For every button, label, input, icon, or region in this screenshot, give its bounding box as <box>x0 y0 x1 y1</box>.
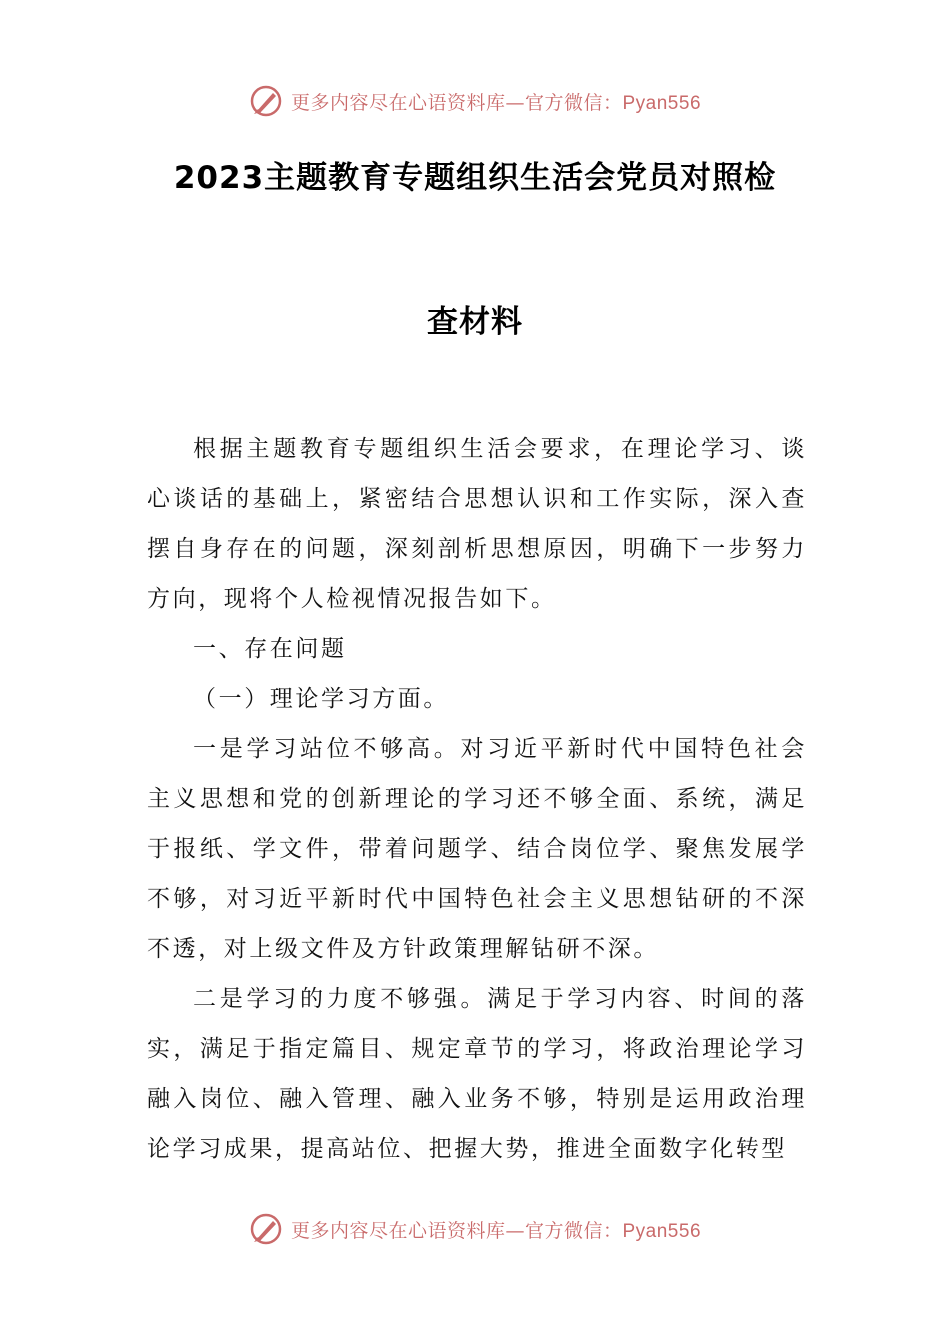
watermark-banner-bottom <box>0 1212 950 1246</box>
watermark-text: 更多内容尽在心语资料库—官方微信：Pyan556 <box>290 91 702 114</box>
watermark-banner-top <box>0 84 950 118</box>
document-body <box>147 424 807 1174</box>
page-title-line-1: 2023主题教育专题组织生活会党员对照检 <box>173 160 777 196</box>
subsection-heading: （一）理论学习方面。 <box>193 686 449 712</box>
pen-logo-icon <box>249 1212 283 1246</box>
watermark-text: 更多内容尽在心语资料库—官方微信：Pyan556 <box>290 1219 702 1242</box>
section-heading: 一、存在问题 <box>193 636 347 662</box>
paragraph-point-1: 一是学习站位不够高。对习近平新时代中国特色社会主义思想和党的创新理论的学习还不够全面、系统，满足于报纸、学文件，带着问题学、结合岗位学、聚焦发展学不够，对习近平新时代中国特色社会主义思想钻研的不深不透，对上级文件及方针政策理解钻研不深。 <box>147 736 807 962</box>
paragraph-intro: 根据主题教育专题组织生活会要求，在理论学习、谈心谈话的基础上，紧密结合思想认识和工作实际，深入查摆自身存在的问题，深刻剖析思想原因，明确下一步努力方向，现将个人检视情况报告如下。 <box>147 436 807 612</box>
pen-logo-icon <box>249 84 283 118</box>
paragraph-point-2: 二是学习的力度不够强。满足于学习内容、时间的落实，满足于指定篇目、规定章节的学习，将政治理论学习融入岗位、融入管理、融入业务不够，特别是运用政治理论学习成果，提高站位、把握大势，推进全面数字化转型 <box>147 986 807 1162</box>
page-title-line-2: 查材料 <box>427 304 523 340</box>
